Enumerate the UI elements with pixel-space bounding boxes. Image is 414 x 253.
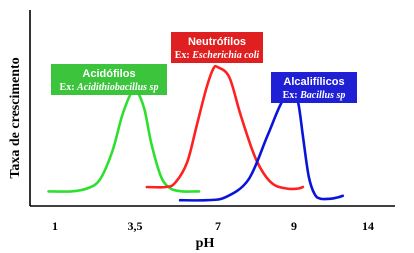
series-name: Neutrófilos [187,36,247,48]
x-tick-label: 7 [215,219,221,233]
series-example-organism: Bacillus sp [300,90,346,101]
series-example-organism: Escherichia coli [192,50,260,61]
x-tick-label: 9 [291,219,297,233]
series-example-prefix: Ex: [59,82,78,93]
series-example [175,50,260,61]
series-example-prefix: Ex: [174,50,193,61]
y-axis-label: Taxa de crescimento [8,57,23,179]
series-line-alcalifilicos [180,96,343,200]
series-example [60,82,159,93]
x-tick-label: 1 [52,219,58,233]
series-name: Acidófilos [82,68,136,80]
series-box-alcalifilicos [271,72,357,103]
series-example [283,90,346,101]
x-tick-labels [52,219,374,233]
series-box-acidofilos [51,64,167,95]
x-tick-label: 14 [362,219,374,233]
series-name: Alcalifílicos [283,76,345,88]
series-box-neutrofilos [171,32,263,63]
series-line-acidofilos [49,90,199,192]
series-example-organism: Acidithiobacillus sp [77,82,159,93]
x-tick-label: 3,5 [127,219,143,233]
series-example-prefix: Ex: [282,90,301,101]
x-axis-label: pH [195,236,215,251]
